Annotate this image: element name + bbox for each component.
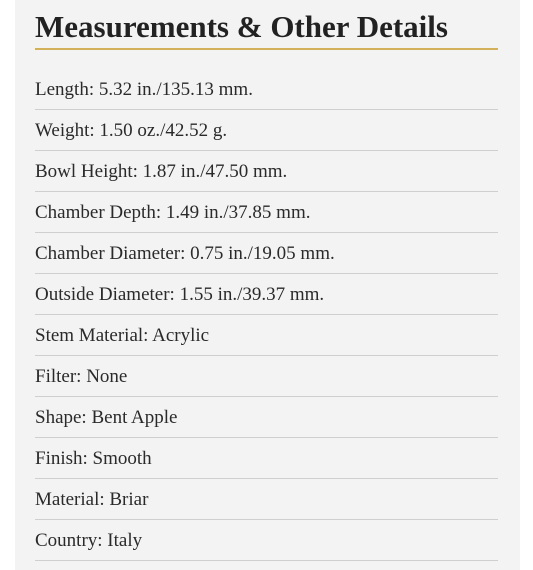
detail-length: Length: 5.32 in./135.13 mm. [35, 69, 498, 110]
detail-filter: Filter: None [35, 356, 498, 397]
detail-chamber-depth: Chamber Depth: 1.49 in./37.85 mm. [35, 192, 498, 233]
detail-material: Material: Briar [35, 479, 498, 520]
detail-bowl-height: Bowl Height: 1.87 in./47.50 mm. [35, 151, 498, 192]
heading-underline [35, 48, 498, 50]
details-panel [15, 0, 520, 570]
detail-country: Country: Italy [35, 520, 498, 561]
detail-weight: Weight: 1.50 oz./42.52 g. [35, 110, 498, 151]
detail-chamber-diameter: Chamber Diameter: 0.75 in./19.05 mm. [35, 233, 498, 274]
detail-outside-diameter: Outside Diameter: 1.55 in./39.37 mm. [35, 274, 498, 315]
section-heading: Measurements & Other Details [35, 9, 448, 44]
detail-stem-material: Stem Material: Acrylic [35, 315, 498, 356]
details-list [35, 69, 498, 561]
detail-finish: Finish: Smooth [35, 438, 498, 479]
detail-shape: Shape: Bent Apple [35, 397, 498, 438]
